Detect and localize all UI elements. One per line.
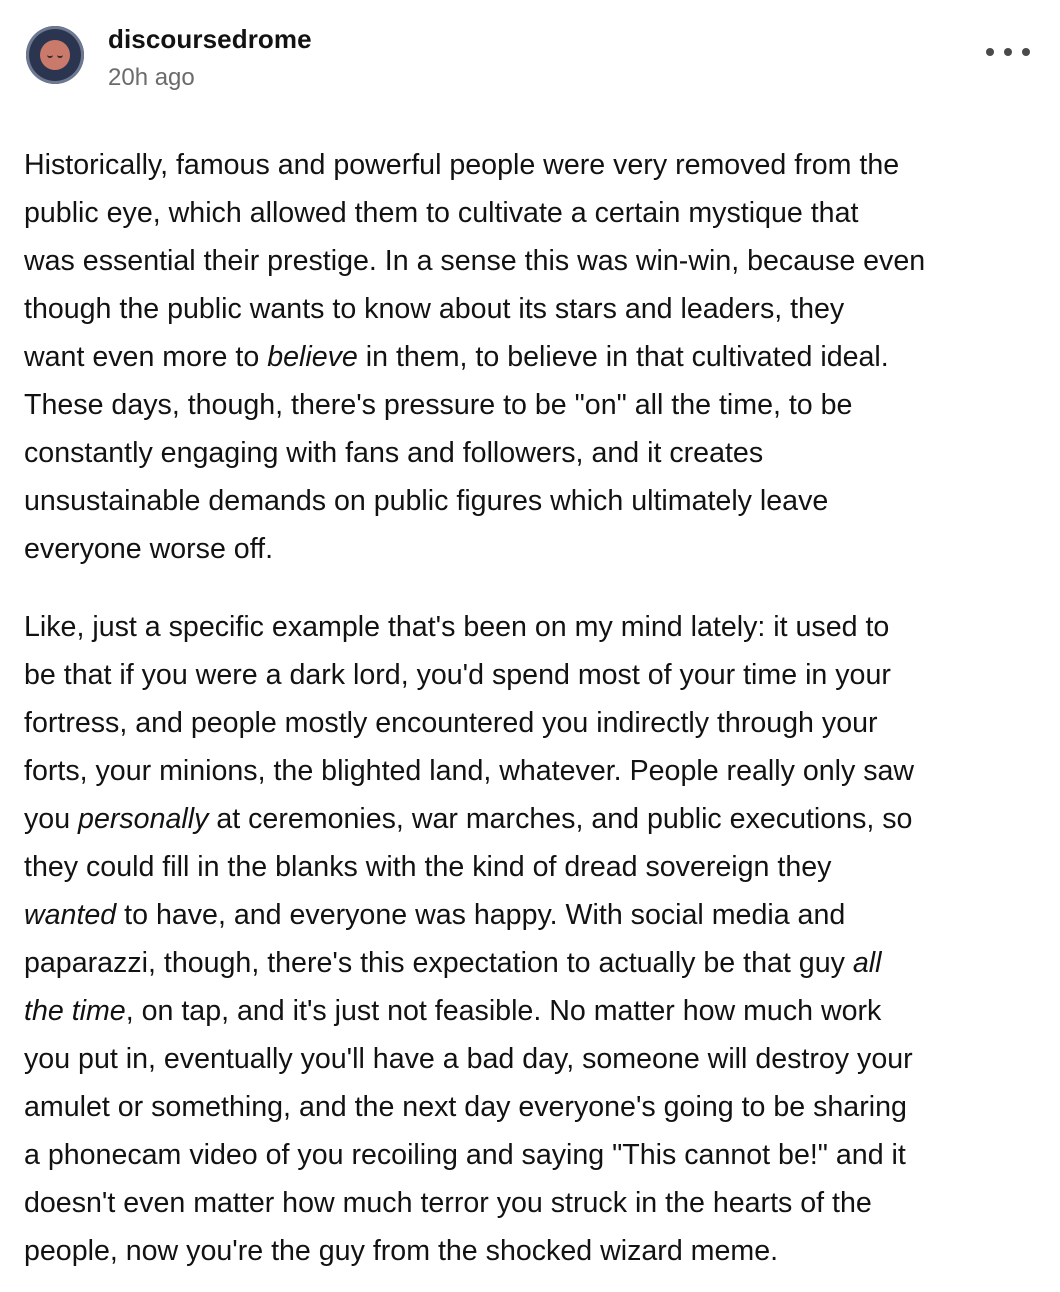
post-text-line: unsustainable demands on public figures which ultimately leave: [24, 485, 829, 517]
post-text-line: a phonecam video of you recoiling and saying "This cannot be!" and it: [24, 1139, 906, 1171]
emphasized-text: personally: [78, 803, 209, 835]
post-header: [0, 0, 1060, 120]
emphasized-text: the time: [24, 995, 126, 1027]
post-text-line: These days, though, there's pressure to be "on" all the time, to be: [24, 389, 853, 421]
post-text-line: people, now you're the guy from the shocked wizard meme.: [24, 1235, 779, 1267]
post-text-line: want even more to believe in them, to believe in that cultivated ideal.: [24, 341, 889, 373]
emphasized-text: all: [852, 947, 882, 979]
post-text-line: constantly engaging with fans and followers, and it creates: [24, 437, 764, 469]
post-text-line: they could fill in the blanks with the kind of dread sovereign they: [24, 851, 832, 883]
post-text-line: Like, just a specific example that's been on my mind lately: it used to: [24, 611, 890, 643]
avatar-face: [40, 40, 70, 70]
post-text-line: everyone worse off.: [24, 533, 274, 565]
post-text-line: was essential their prestige. In a sense this was win-win, because even: [24, 245, 926, 277]
more-dot: [986, 48, 994, 56]
post-text-line: you personally at ceremonies, war marches, and public executions, so: [24, 803, 913, 835]
post-text-line: paparazzi, though, there's this expectation to actually be that guy all: [24, 947, 882, 979]
post-text-line: wanted to have, and everyone was happy. With social media and: [24, 899, 846, 931]
post-text-line: amulet or something, and the next day everyone's going to be sharing: [24, 1091, 907, 1123]
post-timestamp[interactable]: 20h ago: [108, 64, 195, 91]
post-body: [24, 141, 1040, 1275]
post-text-line: doesn't even matter how much terror you struck in the hearts of the: [24, 1187, 872, 1219]
post-paragraph-2: [24, 603, 1040, 1275]
post-text-line: though the public wants to know about its stars and leaders, they: [24, 293, 845, 325]
post-text-line: fortress, and people mostly encountered you indirectly through your: [24, 707, 878, 739]
avatar-eye-right: [57, 53, 63, 58]
emphasized-text: believe: [267, 341, 358, 373]
more-dot: [1004, 48, 1012, 56]
post-text-line: be that if you were a dark lord, you'd spend most of your time in your: [24, 659, 891, 691]
post-text-line: the time, on tap, and it's just not feasible. No matter how much work: [24, 995, 882, 1027]
post-text-line: public eye, which allowed them to cultivate a certain mystique that: [24, 197, 859, 229]
post-text-line: you put in, eventually you'll have a bad day, someone will destroy your: [24, 1043, 913, 1075]
paragraph-gap: [24, 573, 1040, 603]
blog-name-link[interactable]: discoursedrome: [108, 24, 312, 54]
post-text-line: Historically, famous and powerful people were very removed from the: [24, 149, 900, 181]
avatar-eye-left: [47, 53, 53, 58]
emphasized-text: wanted: [24, 899, 117, 931]
more-dot: [1022, 48, 1030, 56]
post-text-line: forts, your minions, the blighted land, whatever. People really only saw: [24, 755, 915, 787]
post-paragraph-1: [24, 141, 1040, 573]
avatar-icon[interactable]: [26, 26, 84, 84]
more-options-icon[interactable]: [986, 40, 1030, 64]
